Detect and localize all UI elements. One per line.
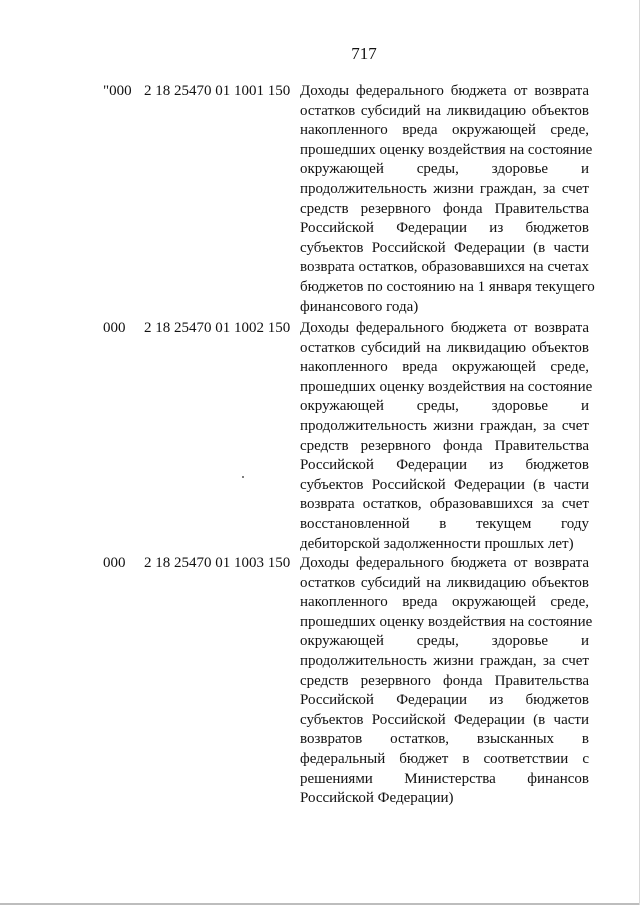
- description-line: остатков субсидий на ликвидацию объектов: [300, 339, 589, 356]
- description-line: окружающей среды, здоровье и: [300, 398, 589, 415]
- description-line: продолжительность жизни граждан, за счет: [300, 180, 589, 197]
- description-line: возврата остатков, образовавшихся за счет: [300, 496, 589, 513]
- description-line: Доходы федерального бюджета от возврата: [300, 555, 589, 571]
- description-line: средств резервного фонда Правительства: [300, 672, 589, 689]
- description-line: решениями Министерства финансов: [300, 770, 589, 787]
- revenue-description: [300, 319, 593, 554]
- admin-code: "000: [103, 83, 132, 99]
- revenue-code: 2 18 25470 01 1003 150: [144, 555, 291, 571]
- description-line: продолжительность жизни граждан, за счет: [300, 417, 589, 434]
- description-line: восстановленной в текущем году: [300, 515, 589, 532]
- description-line: субъектов Российской Федерации (в части: [300, 239, 589, 256]
- description-line: финансового года): [300, 298, 419, 315]
- description-line: субъектов Российской Федерации (в части: [300, 476, 589, 493]
- revenue-description: [300, 82, 595, 317]
- description-line: остатков субсидий на ликвидацию объектов: [300, 102, 589, 119]
- description-line: накопленного вреда окружающей среде,: [300, 594, 589, 611]
- description-line: продолжительность жизни граждан, за счет: [300, 652, 589, 669]
- description-line: Российской Федерации из бюджетов: [300, 457, 589, 474]
- description-line: прошедших оценку воздействия на состояние: [300, 141, 593, 158]
- revenue-code: 2 18 25470 01 1002 150: [144, 320, 291, 336]
- description-line: субъектов Российской Федерации (в части: [300, 711, 589, 728]
- description-line: прошедших оценку воздействия на состояние: [300, 613, 593, 630]
- description-line: Доходы федерального бюджета от возврата: [300, 83, 589, 99]
- description-line: накопленного вреда окружающей среде,: [300, 122, 589, 139]
- revenue-code: 2 18 25470 01 1001 150: [144, 83, 291, 99]
- revenue-description: [300, 554, 593, 809]
- description-line: средств резервного фонда Правительства: [300, 200, 589, 217]
- description-line: Российской Федерации): [300, 790, 454, 807]
- description-line: возвратов остатков, взысканных в: [300, 731, 589, 748]
- description-line: возврата остатков, образовавшихся на счетах: [300, 259, 589, 276]
- description-line: Российской Федерации из бюджетов: [300, 220, 589, 237]
- description-line: Российской Федерации из бюджетов: [300, 692, 589, 709]
- description-line: окружающей среды, здоровье и: [300, 633, 589, 650]
- description-line: остатков субсидий на ликвидацию объектов: [300, 574, 589, 591]
- description-line: Доходы федерального бюджета от возврата: [300, 320, 589, 336]
- page-number: 717: [351, 44, 377, 63]
- description-line: накопленного вреда окружающей среде,: [300, 359, 589, 376]
- description-line: средств резервного фонда Правительства: [300, 437, 589, 454]
- description-line: окружающей среды, здоровье и: [300, 161, 589, 178]
- description-line: дебиторской задолженности прошлых лет): [300, 535, 574, 552]
- description-line: федеральный бюджет в соответствии с: [300, 750, 589, 767]
- description-line: прошедших оценку воздействия на состояние: [300, 378, 593, 395]
- description-line: бюджетов по состоянию на 1 января текущего: [300, 278, 595, 295]
- scan-speck: [242, 476, 244, 478]
- admin-code: 000: [103, 320, 126, 336]
- admin-code: 000: [103, 555, 126, 571]
